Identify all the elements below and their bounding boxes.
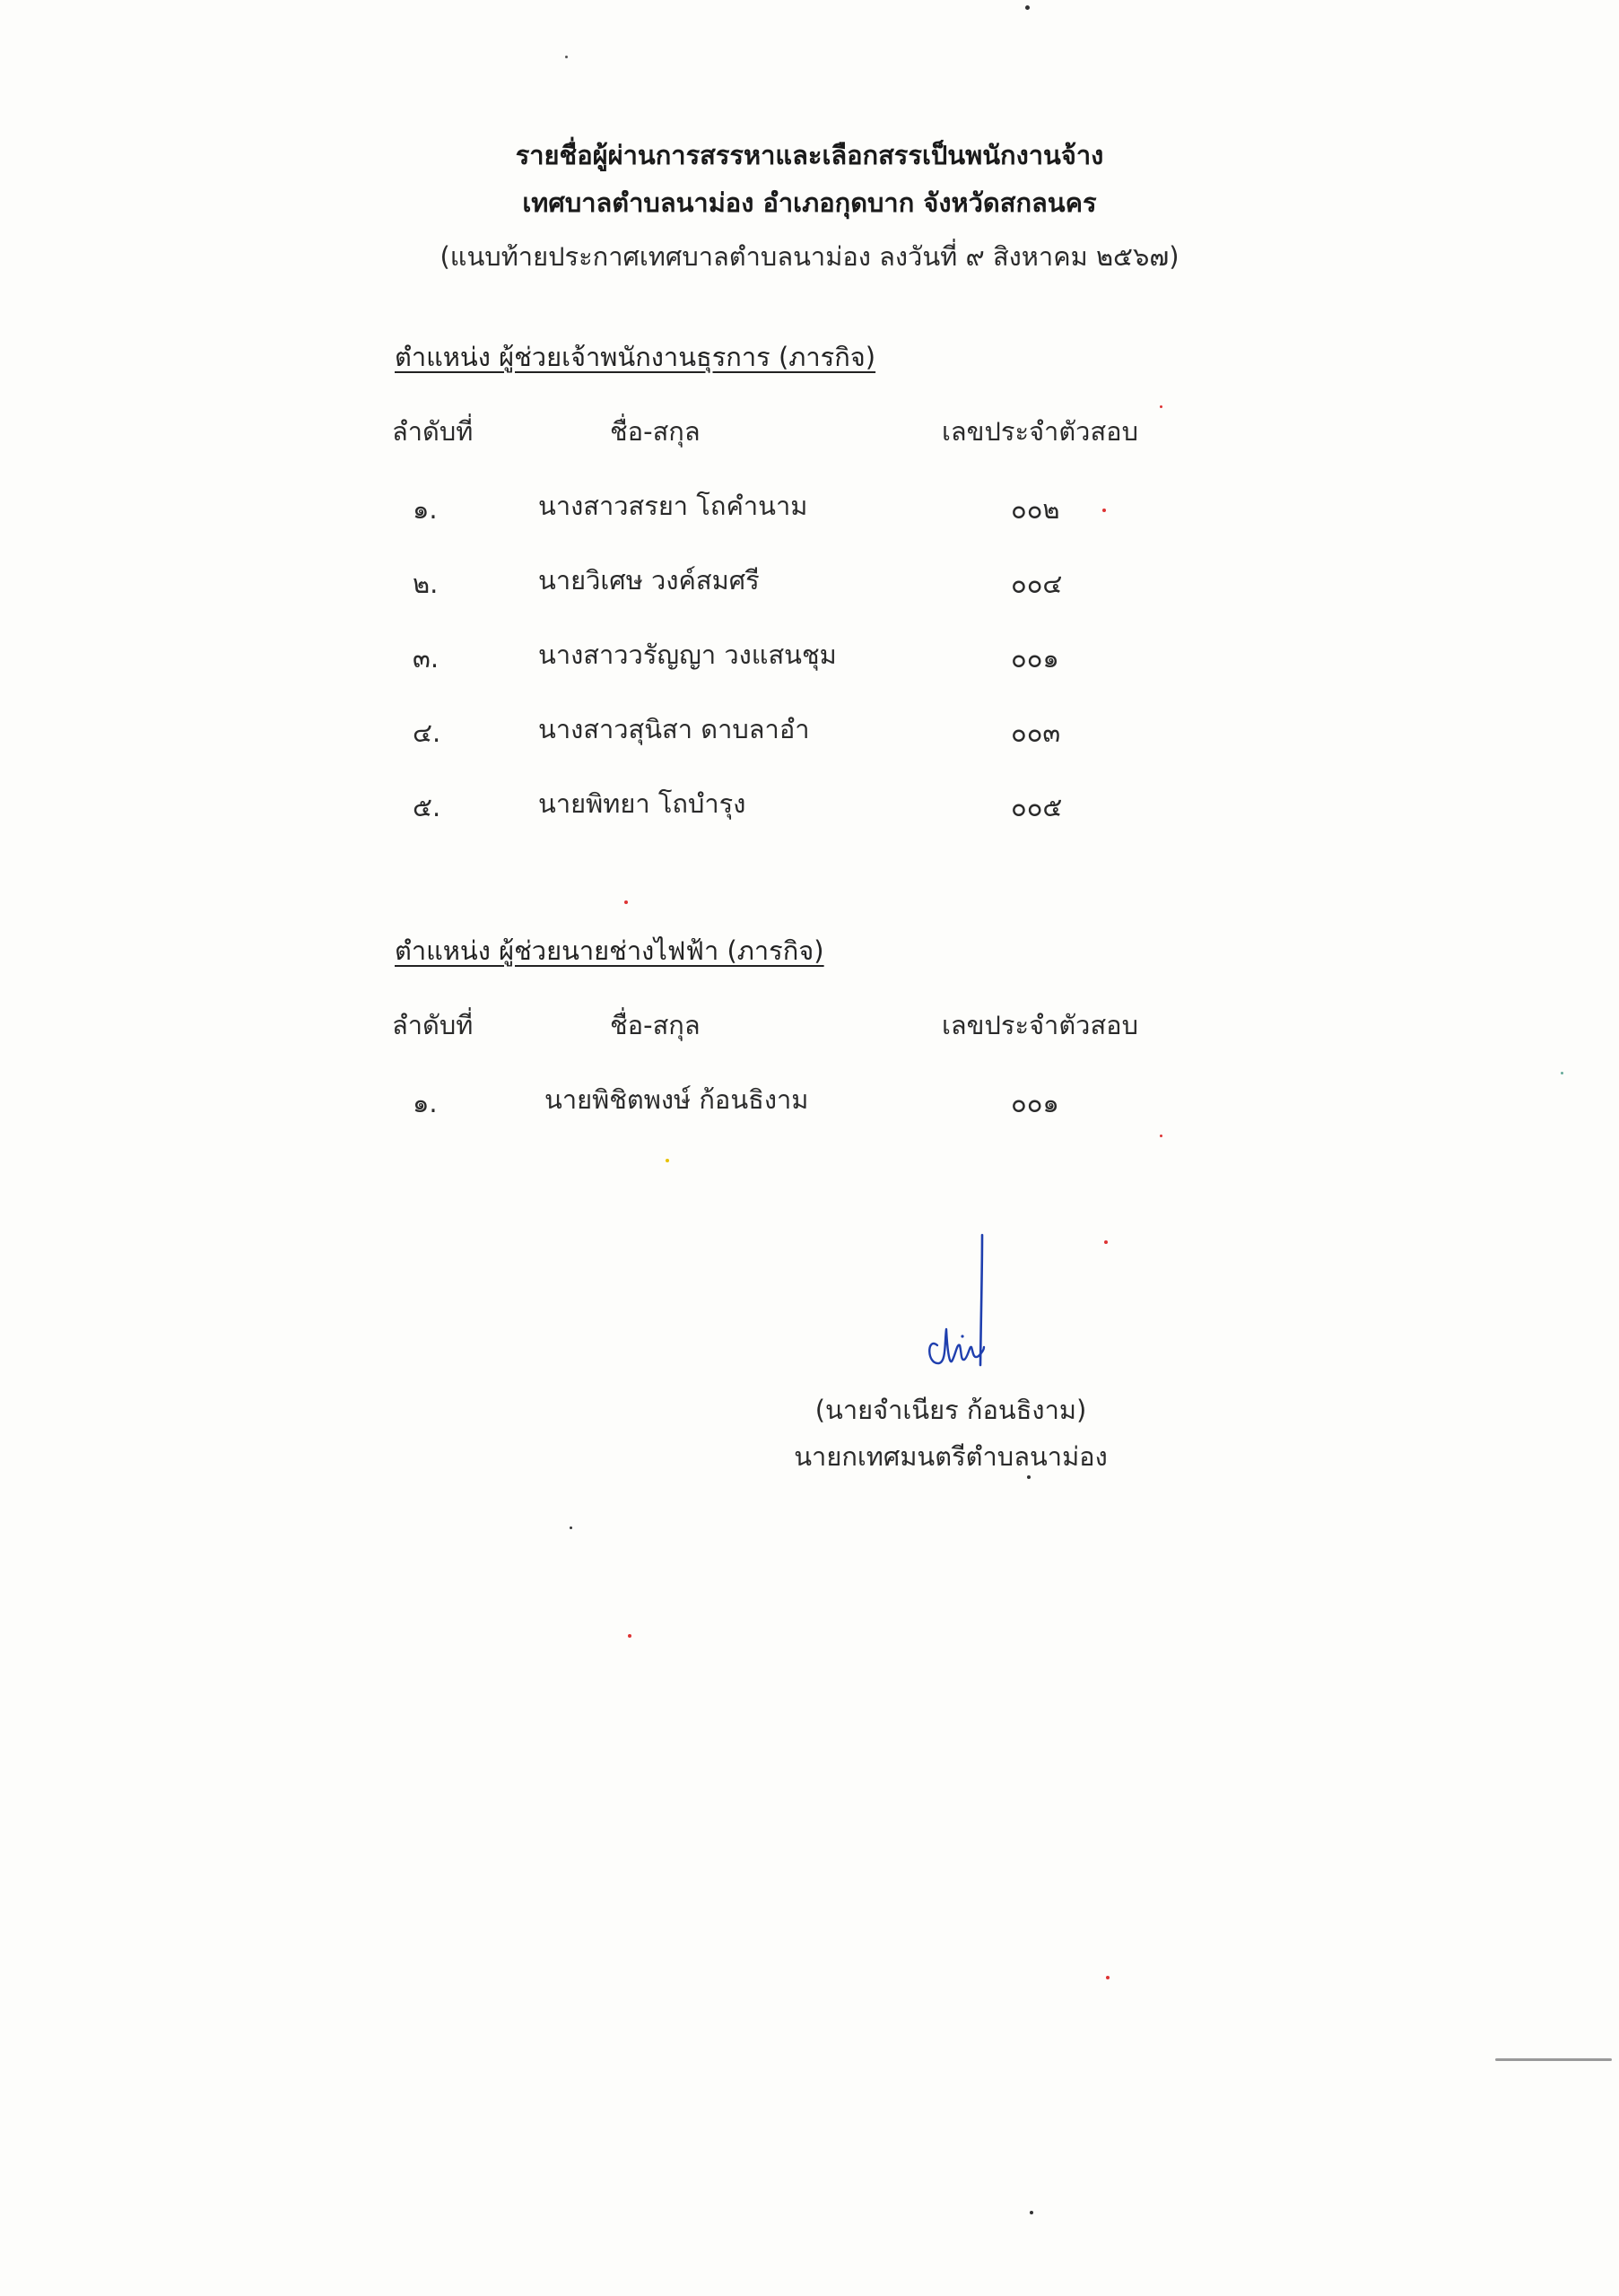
section-heading-clerk: ตำแหน่ง ผู้ช่วยเจ้าพนักงานธุรการ (ภารกิจ): [395, 342, 876, 372]
column-header-exam-id: เลขประจำตัวสอบ: [942, 416, 1138, 447]
scan-edge-mark: [1495, 2058, 1612, 2061]
row-order: ๑.: [413, 494, 438, 525]
row-exam-id: ๐๐๑: [1011, 1088, 1059, 1118]
scan-speck: [565, 56, 568, 58]
column-header-name: ชื่อ-สกุล: [610, 1010, 701, 1040]
row-order: ๔.: [413, 718, 441, 748]
document-subtitle: (แนบท้ายประกาศเทศบาลตำบลนาม่อง ลงวันที่ ๙ สิงหาคม ๒๕๖๗): [440, 241, 1179, 272]
signatory-position: นายกเทศมนตรีตำบลนาม่อง: [794, 1441, 1108, 1472]
row-exam-id: ๐๐๑: [1011, 643, 1059, 674]
row-exam-id: ๐๐๓: [1011, 718, 1061, 748]
column-header-exam-id: เลขประจำตัวสอบ: [942, 1010, 1138, 1040]
column-header-order: ลำดับที่: [392, 416, 474, 447]
row-exam-id: ๐๐๒: [1011, 494, 1060, 525]
row-name: นางสาววรัญญา วงแสนชุม: [538, 639, 837, 670]
scan-speck: [624, 900, 628, 904]
column-header-name: ชื่อ-สกุล: [610, 416, 701, 447]
section-heading-electrician: ตำแหน่ง ผู้ช่วยนายช่างไฟฟ้า (ภารกิจ): [395, 935, 824, 966]
scan-speck: [1160, 1135, 1162, 1137]
signatory-name: (นายจำเนียร ก้อนธิงาม): [814, 1395, 1087, 1425]
row-order: ๕.: [413, 792, 441, 822]
scan-speck: [666, 1159, 669, 1162]
column-header-order: ลำดับที่: [392, 1010, 474, 1040]
row-name: นายพิทยา โถบำรุง: [538, 788, 746, 819]
scan-speck: [1027, 1475, 1031, 1479]
row-name: นายพิชิตพงษ์ ก้อนธิงาม: [544, 1084, 809, 1115]
document-title-line2: เทศบาลตำบลนาม่อง อำเภอกุดบาก จังหวัดสกลนคร: [522, 187, 1097, 218]
scan-speck: [628, 1634, 631, 1638]
row-name: นางสาวสรยา โถคำนาม: [538, 491, 808, 521]
scan-speck: [1106, 1976, 1110, 1979]
scan-speck: [1030, 2211, 1033, 2214]
row-order: ๒.: [413, 569, 439, 599]
row-order: ๓.: [413, 643, 440, 674]
scan-speck: [570, 1526, 572, 1529]
row-name: นายวิเศษ วงค์สมศรี: [538, 565, 760, 596]
row-exam-id: ๐๐๔: [1011, 569, 1063, 599]
scan-speck: [1102, 509, 1106, 512]
scan-speck: [1561, 1072, 1563, 1074]
handwritten-signature: [919, 1231, 1000, 1374]
scan-speck: [1160, 405, 1162, 408]
scan-speck: [1104, 1240, 1108, 1244]
row-order: ๑.: [413, 1088, 438, 1118]
scan-speck: [1025, 5, 1030, 10]
row-name: นางสาวสุนิสา ดาบลาอำ: [538, 714, 810, 744]
document-title-line1: รายชื่อผู้ผ่านการสรรหาและเลือกสรรเป็นพนักงานจ้าง: [515, 140, 1104, 170]
row-exam-id: ๐๐๕: [1011, 792, 1063, 822]
